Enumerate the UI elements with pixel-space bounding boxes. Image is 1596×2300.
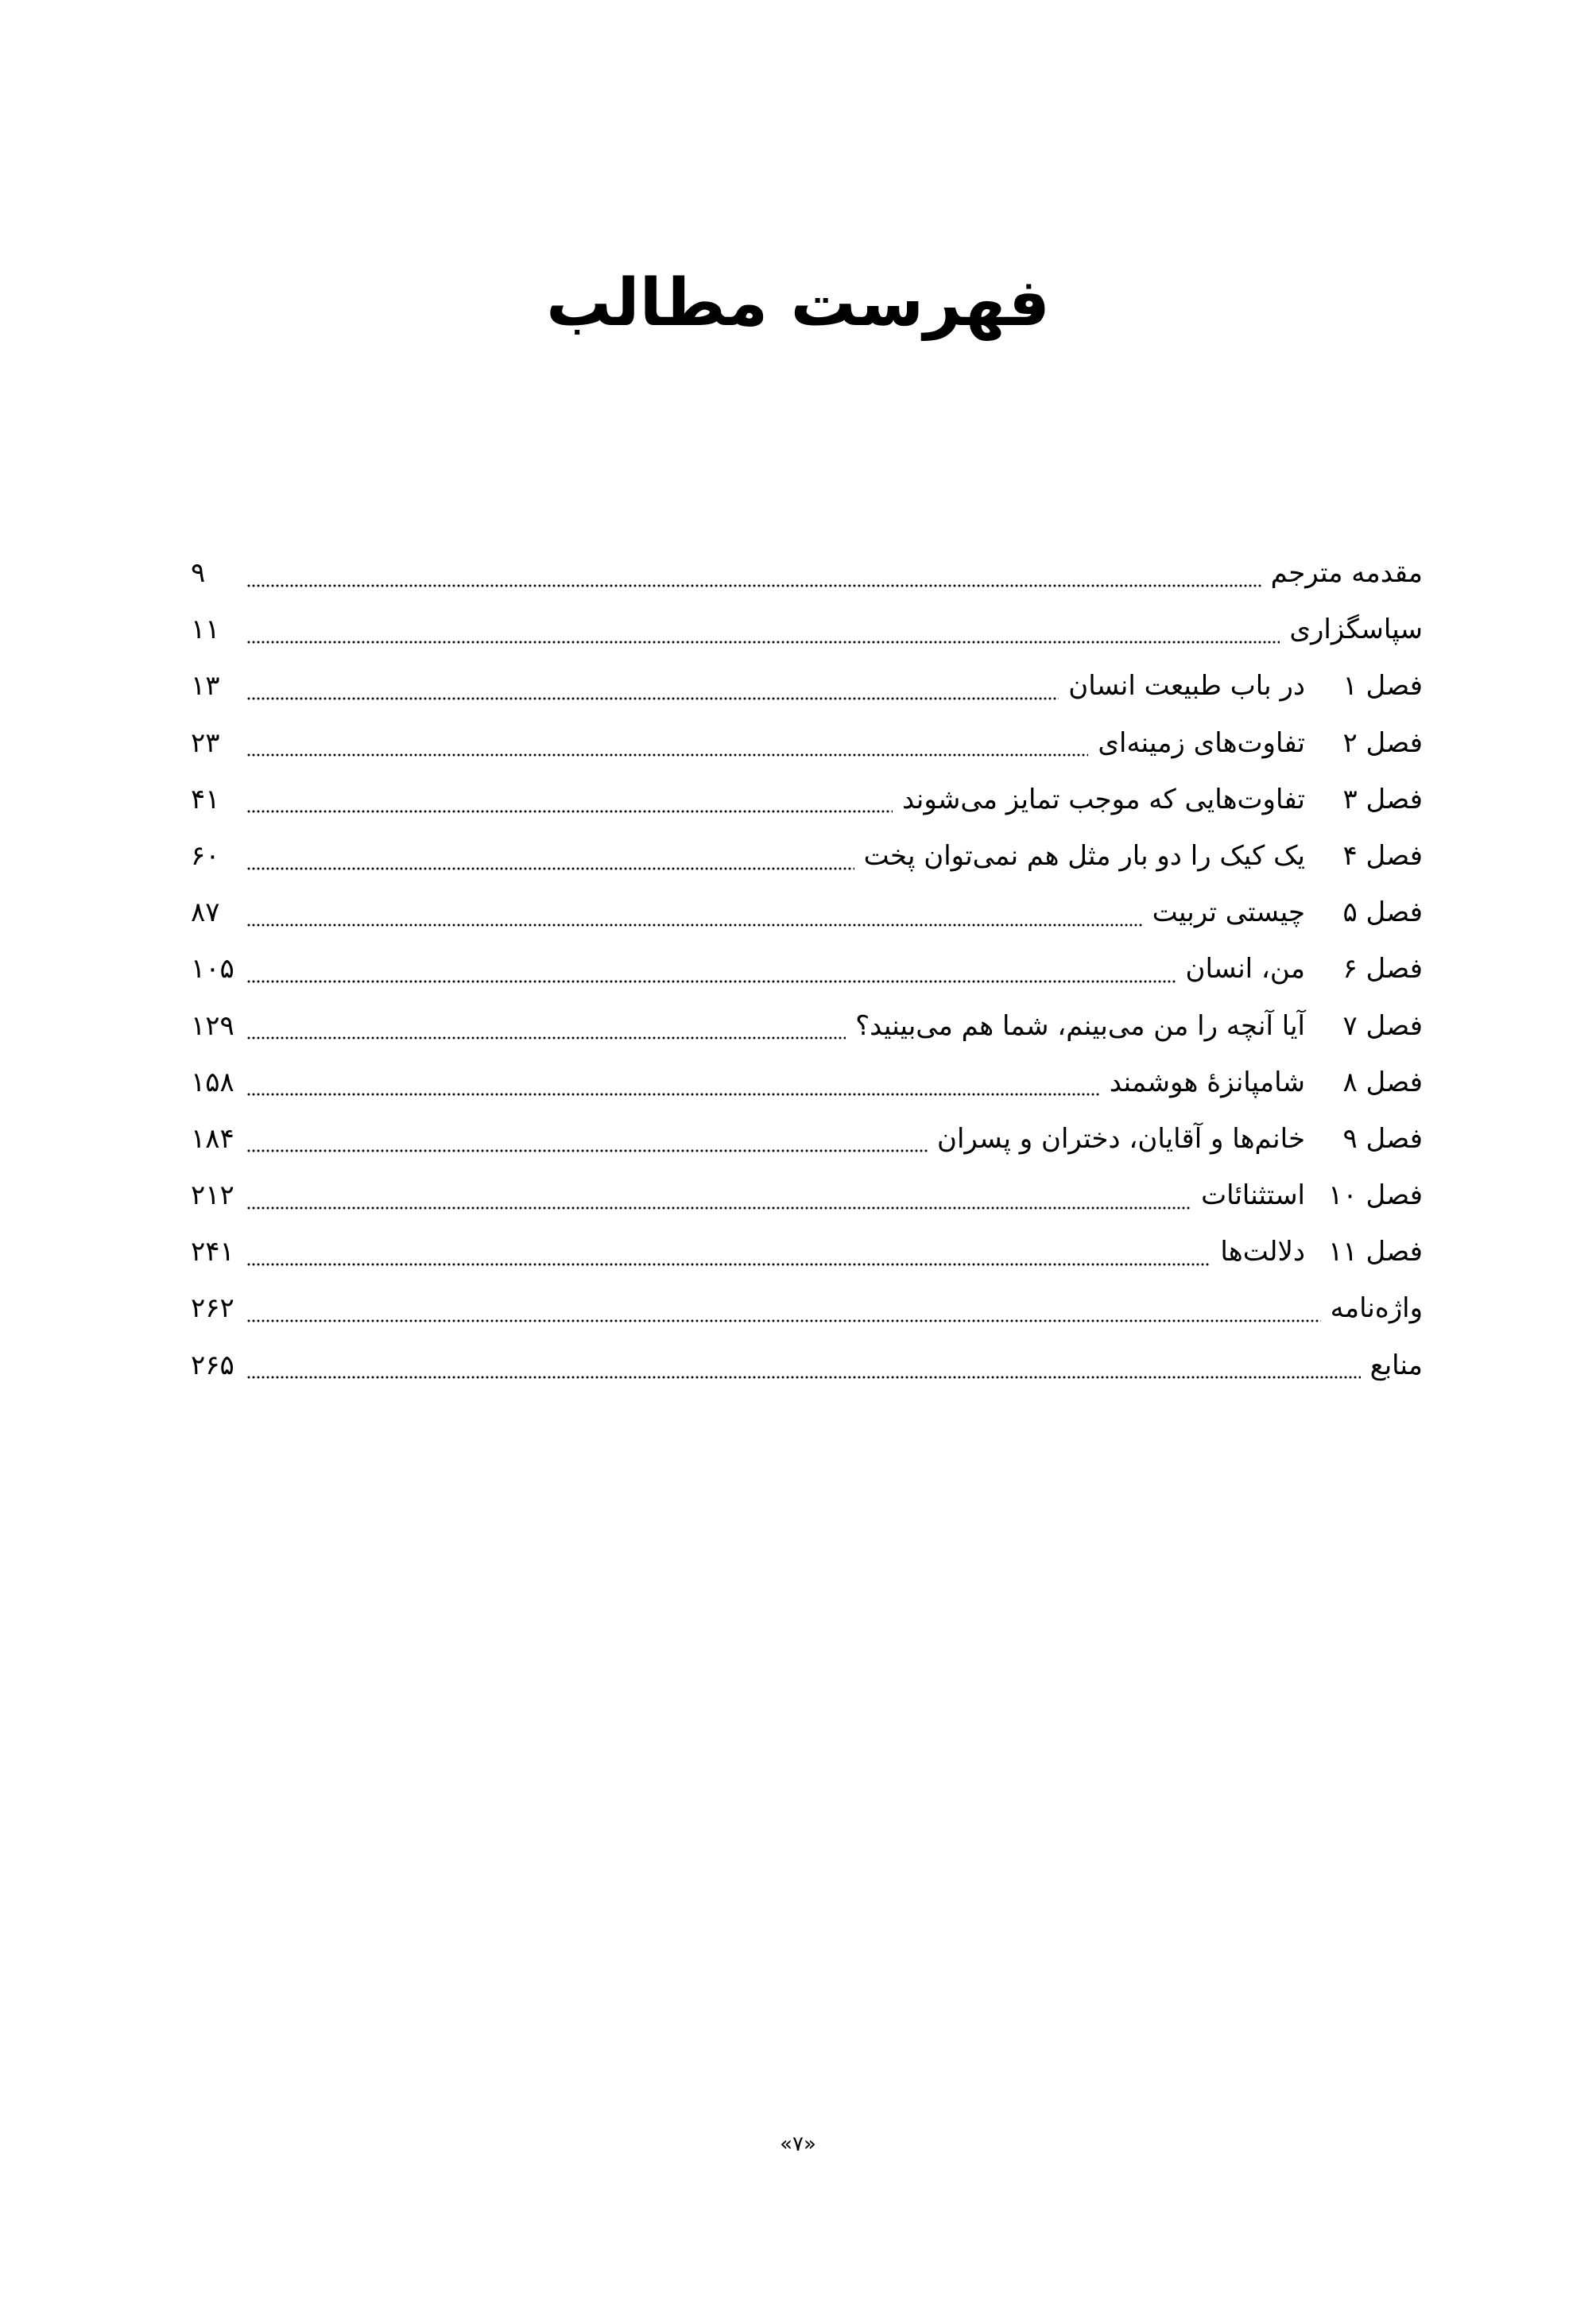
dot-leader	[246, 1263, 1211, 1266]
toc-entry-title: یک کیک را دو بار مثل هم نمی‌توان پخت	[863, 839, 1305, 872]
toc-entry-title: سپاسگزاری	[1289, 614, 1423, 646]
toc-page-number: ۹	[191, 557, 206, 589]
toc-entry-title: در باب طبیعت انسان	[1068, 670, 1305, 703]
toc-entry-title: مقدمه مترجم	[1270, 557, 1423, 589]
table-of-contents	[191, 545, 1423, 1394]
toc-entry-title: چیستی تربیت	[1152, 896, 1305, 929]
dot-leader	[246, 697, 1059, 700]
dot-leader	[246, 753, 1088, 757]
toc-page-number: ۱۵۸	[191, 1066, 234, 1098]
toc-page-number: ۲۱۲	[191, 1179, 234, 1212]
dot-leader	[246, 1206, 1191, 1210]
dot-leader	[246, 641, 1280, 644]
toc-chapter-label: فصل ۶	[1342, 953, 1423, 985]
toc-entry-title: تفاوت‌های زمینه‌ای	[1098, 726, 1305, 759]
toc-page-number: ۲۶۲	[191, 1292, 234, 1325]
toc-entry-title: دلالت‌ها	[1220, 1236, 1305, 1268]
toc-chapter-label: فصل ۱۰	[1328, 1179, 1423, 1212]
toc-page-number: ۱۲۹	[191, 1009, 234, 1042]
toc-entry-chapter-11[interactable]	[191, 1224, 1423, 1280]
toc-page-number: ۱۱	[191, 614, 220, 646]
toc-chapter-label: فصل ۲	[1342, 726, 1423, 759]
toc-chapter-label: فصل ۱	[1342, 670, 1423, 703]
toc-entry-translator-preface[interactable]	[191, 545, 1423, 602]
toc-page-number: ۱۰۵	[191, 953, 234, 985]
toc-chapter-label: فصل ۳	[1342, 783, 1423, 815]
toc-entry-chapter-4[interactable]	[191, 828, 1423, 885]
toc-entry-chapter-5[interactable]	[191, 885, 1423, 941]
dot-leader	[246, 1376, 1361, 1379]
toc-page-number: ۶۰	[191, 839, 220, 872]
toc-entry-title: آیا آنچه را من می‌بینم، شما هم می‌بینید؟	[855, 1009, 1305, 1042]
toc-entry-chapter-10[interactable]	[191, 1167, 1423, 1224]
toc-entry-title: من، انسان	[1185, 953, 1305, 985]
dot-leader	[246, 584, 1261, 587]
dot-leader	[246, 810, 893, 813]
toc-entry-chapter-1[interactable]	[191, 658, 1423, 714]
toc-entry-chapter-6[interactable]	[191, 941, 1423, 997]
dot-leader	[246, 1149, 928, 1152]
toc-page-number: ۴۱	[191, 783, 220, 815]
dot-leader	[246, 923, 1143, 927]
toc-entry-chapter-2[interactable]	[191, 715, 1423, 772]
toc-entry-chapter-7[interactable]	[191, 998, 1423, 1055]
toc-entry-title: تفاوت‌هایی که موجب تمایز می‌شوند	[902, 783, 1305, 815]
toc-entry-title: شامپانزۀ هوشمند	[1109, 1066, 1305, 1098]
toc-entry-title: استثنائات	[1201, 1179, 1305, 1212]
toc-page-number: ۱۸۴	[191, 1122, 234, 1155]
page-title: فهرست مطالب	[546, 265, 1050, 341]
toc-page-number: ۲۳	[191, 726, 220, 759]
dot-leader	[246, 1036, 846, 1040]
toc-entry-references[interactable]	[191, 1338, 1423, 1394]
dot-leader	[246, 980, 1176, 983]
toc-entry-title: منابع	[1369, 1349, 1423, 1381]
page-number-footer: «۷»	[780, 2132, 816, 2156]
toc-chapter-label: فصل ۸	[1342, 1066, 1423, 1098]
toc-page-number: ۸۷	[191, 896, 220, 929]
toc-entry-chapter-9[interactable]	[191, 1111, 1423, 1167]
toc-page-number: ۲۶۵	[191, 1349, 234, 1381]
toc-entry-title: خانم‌ها و آقایان، دختران و پسران	[936, 1122, 1305, 1155]
toc-entry-title: واژه‌نامه	[1330, 1292, 1423, 1325]
toc-entry-chapter-8[interactable]	[191, 1055, 1423, 1111]
toc-chapter-label: فصل ۴	[1342, 839, 1423, 872]
toc-entry-acknowledgements[interactable]	[191, 602, 1423, 658]
toc-chapter-label: فصل ۵	[1342, 896, 1423, 929]
toc-chapter-label: فصل ۱۱	[1328, 1236, 1423, 1268]
toc-entry-glossary[interactable]	[191, 1280, 1423, 1337]
toc-page-number: ۱۳	[191, 670, 220, 703]
toc-chapter-label: فصل ۹	[1342, 1122, 1423, 1155]
dot-leader	[246, 1319, 1321, 1322]
toc-page-number: ۲۴۱	[191, 1236, 234, 1268]
toc-chapter-label: فصل ۷	[1342, 1009, 1423, 1042]
dot-leader	[246, 867, 854, 870]
toc-entry-chapter-3[interactable]	[191, 772, 1423, 828]
dot-leader	[246, 1093, 1100, 1096]
